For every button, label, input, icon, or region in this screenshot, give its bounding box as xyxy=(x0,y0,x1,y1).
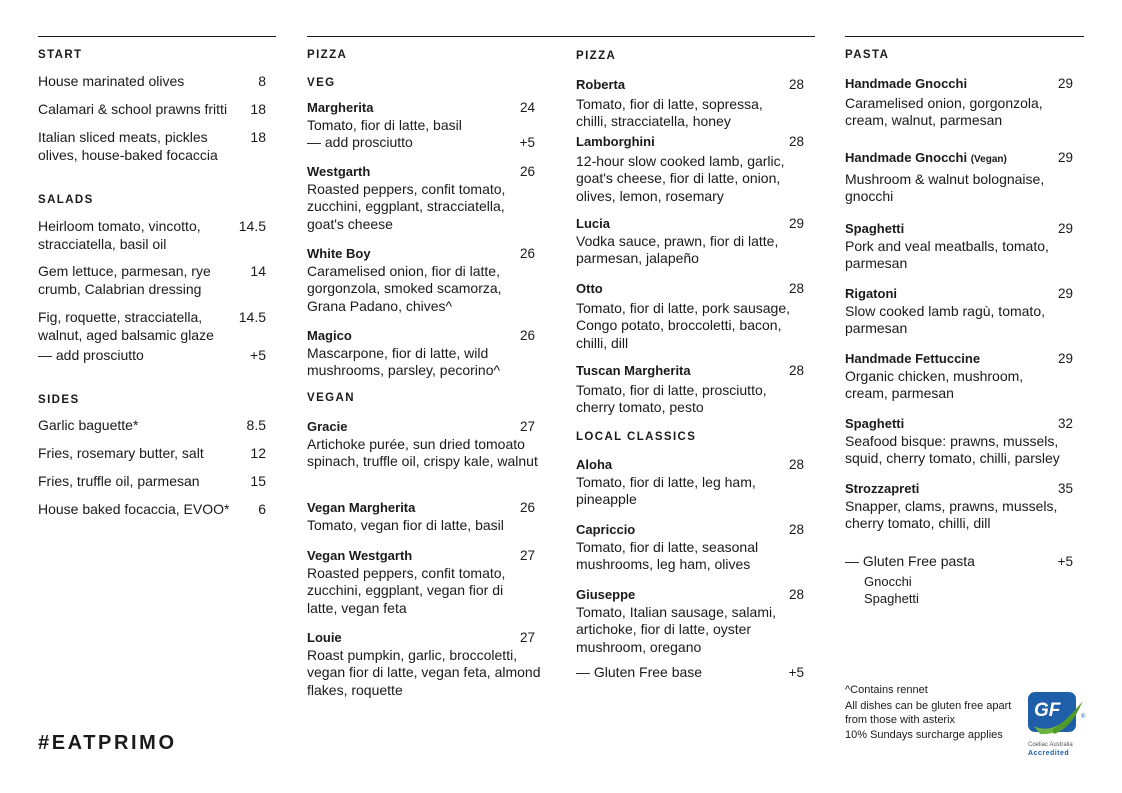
dish-header xyxy=(307,327,535,345)
dish-name: Capriccio xyxy=(576,522,636,537)
dish-header xyxy=(307,245,535,263)
dish-price: 29 xyxy=(788,216,804,231)
dish-header xyxy=(307,629,535,647)
dish-name: Lamborghini xyxy=(576,134,655,149)
dish-name: Margherita xyxy=(307,100,374,115)
dish-description: Tomato, fior di latte, seasonal mushrooms, leg ham, olives xyxy=(576,538,759,572)
dish-description: Tomato, fior di latte, leg ham, pineapple xyxy=(576,473,756,507)
item-name: House marinated olives xyxy=(38,73,185,89)
hashtag-eatprimo: #EATPRIMO xyxy=(38,732,177,754)
start-column xyxy=(38,36,276,517)
item-name: Calamari & school prawns fritti xyxy=(38,101,228,117)
addon-item xyxy=(307,134,535,152)
pizza-divider xyxy=(307,36,815,37)
dish-name: Westgarth xyxy=(307,164,371,179)
menu-item xyxy=(38,129,266,164)
dish-description: Tomato, vegan fior di latte, basil xyxy=(307,516,504,533)
dish-description: Artichoke purée, sun dried tomoato spinach, truffle oil, crispy kale, walnut xyxy=(307,435,538,469)
dish-louie xyxy=(307,629,545,699)
pasta-heading: PASTA xyxy=(845,49,890,61)
dish-description: Pork and veal meatballs, tomato, parmesan xyxy=(845,237,1049,271)
start-heading: START xyxy=(38,49,83,61)
dish-description: Tomato, fior di latte, pork sausage, Congo potato, broccoletti, bacon, chilli, dill xyxy=(576,299,790,351)
addon-item xyxy=(845,553,1073,571)
dish-price: 28 xyxy=(788,77,804,92)
dish-header xyxy=(307,547,535,565)
dish-name: Spaghetti xyxy=(845,221,905,236)
dish-header xyxy=(576,215,804,233)
dish-header xyxy=(307,499,535,517)
dish-vegan-westgarth xyxy=(307,547,545,617)
dish-description: Tomato, fior di latte, basil xyxy=(307,116,462,133)
dish-strozzapreti xyxy=(845,480,1084,533)
item-name: Fries, rosemary butter, salt xyxy=(38,445,204,461)
dish-price: 27 xyxy=(519,630,535,645)
menu-item xyxy=(38,473,266,491)
dish-price: 28 xyxy=(788,134,804,149)
dish-price: 27 xyxy=(519,419,535,434)
dish-description: 12-hour slow cooked lamb, garlic, goat's cheese, fior di latte, onion, olives, lemon, rosemary xyxy=(576,152,785,204)
dish-header xyxy=(845,285,1073,303)
pizza-heading: PIZZA xyxy=(576,50,617,62)
dish-price: 29 xyxy=(1057,221,1073,236)
item-price: 18 xyxy=(250,101,266,117)
menu-item xyxy=(38,101,266,119)
dish-description: Vodka sauce, prawn, fior di latte, parmesan, jalapeño xyxy=(576,232,779,266)
gf-logo-graphic xyxy=(1026,690,1088,758)
dish-capriccio xyxy=(576,521,814,574)
dish-description: Tomato, fior di latte, sopressa, chilli, stracciatella, honey xyxy=(576,95,763,129)
surcharge-note: 10% Sundays surcharge applies xyxy=(845,729,1003,741)
dish-name: Gracie xyxy=(307,419,348,434)
gf-logo-accredited: Accredited xyxy=(1028,750,1070,757)
dish-header xyxy=(576,76,804,94)
dish-gracie xyxy=(307,418,547,471)
dish-handmade-gnocchi xyxy=(845,75,1084,130)
dish-name: Rigatoni xyxy=(845,286,897,301)
pizza-heading: PIZZA xyxy=(307,49,348,61)
dish-vegan-margherita xyxy=(307,499,545,534)
dish-name: Aloha xyxy=(576,457,613,472)
dish-price: 29 xyxy=(1057,351,1073,366)
item-name: Heirloom tomato, vincotto, stracciatella, basil oil xyxy=(38,218,201,252)
dish-description: Mushroom & walnut bolognaise, gnocchi xyxy=(845,170,1045,204)
gf-logo-registered: ® xyxy=(1081,714,1086,720)
dish-description: Mascarpone, fior di latte, wild mushrooms, parsley, pecorino^ xyxy=(307,344,501,378)
addon-name: — Gluten Free pasta xyxy=(845,553,975,569)
dish-price: 32 xyxy=(1057,416,1073,431)
sides-heading: SIDES xyxy=(38,394,80,406)
gluten-free-base-addon xyxy=(576,664,804,682)
dish-description: Seafood bisque: prawns, mussels, squid, cherry tomato, chilli, parsley xyxy=(845,432,1060,466)
dish-name: Strozzapreti xyxy=(845,481,920,496)
dish-header xyxy=(576,133,804,151)
salads-heading: SALADS xyxy=(38,194,94,206)
dish-price: 29 xyxy=(1057,286,1073,301)
dish-header xyxy=(576,456,804,474)
dish-name: Handmade Gnocchi xyxy=(845,76,968,91)
addon-price: +5 xyxy=(788,665,804,680)
addon-name: — add prosciutto xyxy=(307,134,413,150)
dish-aloha xyxy=(576,456,814,509)
dish-header xyxy=(307,418,535,436)
dish-otto xyxy=(576,280,814,352)
dish-white-boy xyxy=(307,245,545,315)
item-name: Garlic baguette* xyxy=(38,417,139,433)
dish-name: Giuseppe xyxy=(576,587,636,602)
dish-price: 26 xyxy=(519,164,535,179)
gf-option: Gnocchi xyxy=(864,573,912,589)
dish-header xyxy=(307,163,535,181)
dish-lamborghini xyxy=(576,133,814,205)
item-price: 8 xyxy=(258,73,266,89)
dish-description: Tomato, Italian sausage, salami, artichoke, fior di latte, oyster mushroom, oregano xyxy=(576,603,776,655)
dish-header xyxy=(845,350,1073,368)
dish-price: 29 xyxy=(1057,150,1073,165)
addon-price: +5 xyxy=(1057,554,1073,569)
dish-tuscan-margherita xyxy=(576,362,814,417)
dish-giuseppe xyxy=(576,586,814,656)
item-name: Italian sliced meats, pickles olives, house-baked focaccia xyxy=(38,129,218,163)
dish-margherita xyxy=(307,99,545,152)
dish-header xyxy=(845,149,1073,169)
menu-item xyxy=(38,218,266,253)
addon-item xyxy=(38,347,266,365)
dish-price: 28 xyxy=(788,363,804,378)
dish-price: 26 xyxy=(519,328,535,343)
dish-header xyxy=(576,362,804,380)
item-price: 15 xyxy=(250,473,266,489)
item-price: 14.5 xyxy=(238,309,266,325)
addon-name: — Gluten Free base xyxy=(576,664,703,680)
menu-item xyxy=(38,445,266,463)
dish-header xyxy=(576,280,804,298)
gf-option: Spaghetti xyxy=(864,591,919,606)
dish-description: Roasted peppers, confit tomato, zucchini, eggplant, stracciatella, goat's cheese xyxy=(307,180,506,232)
dish-description: Snapper, clams, prawns, mussels, cherry tomato, chilli, dill xyxy=(845,497,1058,531)
dish-description: Slow cooked lamb ragù, tomato, parmesan xyxy=(845,302,1045,336)
veg-heading: VEG xyxy=(307,77,336,89)
item-price: 8.5 xyxy=(246,417,266,433)
vegan-tag: (Vegan) xyxy=(970,154,1007,165)
dish-handmade-fettuccine xyxy=(845,350,1084,403)
dish-description: Caramelised onion, fior di latte, gorgonzola, smoked scamorza, Grana Padano, chives^ xyxy=(307,262,502,314)
addon-price: +5 xyxy=(519,135,535,150)
dish-header xyxy=(576,586,804,604)
dish-spaghetti-meatballs xyxy=(845,220,1084,273)
dish-name: Tuscan Margherita xyxy=(576,363,691,378)
dish-rigatoni xyxy=(845,285,1084,338)
dish-name: Louie xyxy=(307,630,342,645)
item-name: Fig, roquette, stracciatella, walnut, aged balsamic glaze xyxy=(38,309,214,343)
dish-price: 35 xyxy=(1057,481,1073,496)
dish-name: Vegan Westgarth xyxy=(307,548,413,563)
dish-description: Tomato, fior di latte, prosciutto, cherry tomato, pesto xyxy=(576,381,767,415)
menu-item xyxy=(38,417,266,435)
dish-header xyxy=(576,521,804,539)
dish-price: 26 xyxy=(519,246,535,261)
menu-item xyxy=(38,309,266,344)
dish-name: Handmade Fettuccine xyxy=(845,351,981,366)
dish-name: White Boy xyxy=(307,246,371,261)
dish-price: 26 xyxy=(519,500,535,515)
dish-name: Otto xyxy=(576,281,603,296)
vegan-heading: VEGAN xyxy=(307,392,355,404)
item-name: House baked focaccia, EVOO* xyxy=(38,501,230,517)
dish-description: Roast pumpkin, garlic, broccoletti, vegan fior di latte, vegan feta, almond flakes, roquette xyxy=(307,646,541,698)
dish-name: Roberta xyxy=(576,77,626,92)
dish-price: 28 xyxy=(788,587,804,602)
gluten-free-note: All dishes can be gluten free apart from those with asterix xyxy=(845,700,1012,726)
dish-name: Handmade Gnocchi xyxy=(845,150,968,165)
dish-header xyxy=(845,415,1073,433)
item-price: 18 xyxy=(250,129,266,145)
column-divider xyxy=(38,36,276,37)
dish-handmade-gnocchi-vegan xyxy=(845,149,1084,206)
menu-item xyxy=(38,73,266,91)
dish-name: Magico xyxy=(307,328,352,343)
dish-name: Vegan Margherita xyxy=(307,500,416,515)
gf-logo-org: Coeliac Australia xyxy=(1028,742,1073,748)
dish-description: Caramelised onion, gorgonzola, cream, walnut, parmesan xyxy=(845,94,1043,128)
dish-price: 24 xyxy=(519,100,535,115)
dish-westgarth xyxy=(307,163,545,233)
dish-name: Spaghetti xyxy=(845,416,905,431)
dish-header xyxy=(845,220,1073,238)
dish-description: Roasted peppers, confit tomato, zucchini, eggplant, vegan fior di latte, vegan feta xyxy=(307,564,506,616)
item-name: Fries, truffle oil, parmesan xyxy=(38,473,200,489)
dish-name-wrap xyxy=(845,149,1007,169)
addon-price: +5 xyxy=(250,347,266,363)
dish-roberta xyxy=(576,76,814,131)
dish-description: Organic chicken, mushroom, cream, parmesan xyxy=(845,367,1024,401)
item-price: 12 xyxy=(250,445,266,461)
dish-header xyxy=(845,480,1073,498)
dish-price: 28 xyxy=(788,522,804,537)
menu-item xyxy=(38,263,266,298)
local-classics-heading: LOCAL CLASSICS xyxy=(576,431,697,443)
dish-name: Lucia xyxy=(576,216,610,231)
item-price: 14.5 xyxy=(238,218,266,234)
dish-header xyxy=(845,75,1073,93)
dish-spaghetti-seafood xyxy=(845,415,1084,468)
rennet-note: ^Contains rennet xyxy=(845,684,928,696)
dish-price: 29 xyxy=(1057,76,1073,91)
dish-price: 28 xyxy=(788,457,804,472)
gf-logo-icon xyxy=(1026,690,1088,758)
item-price: 6 xyxy=(258,501,266,517)
dish-magico xyxy=(307,327,545,380)
gf-logo-letters: GF xyxy=(1034,700,1061,721)
dish-price: 27 xyxy=(519,548,535,563)
addon-name: — add prosciutto xyxy=(38,347,144,363)
item-name: Gem lettuce, parmesan, rye crumb, Calabrian dressing xyxy=(38,263,211,297)
column-divider xyxy=(845,36,1084,37)
item-price: 14 xyxy=(250,263,266,279)
menu-item xyxy=(38,501,266,519)
dish-header xyxy=(307,99,535,117)
gluten-free-pasta-addon xyxy=(845,553,1084,608)
dish-price: 28 xyxy=(788,281,804,296)
dish-lucia xyxy=(576,215,814,268)
